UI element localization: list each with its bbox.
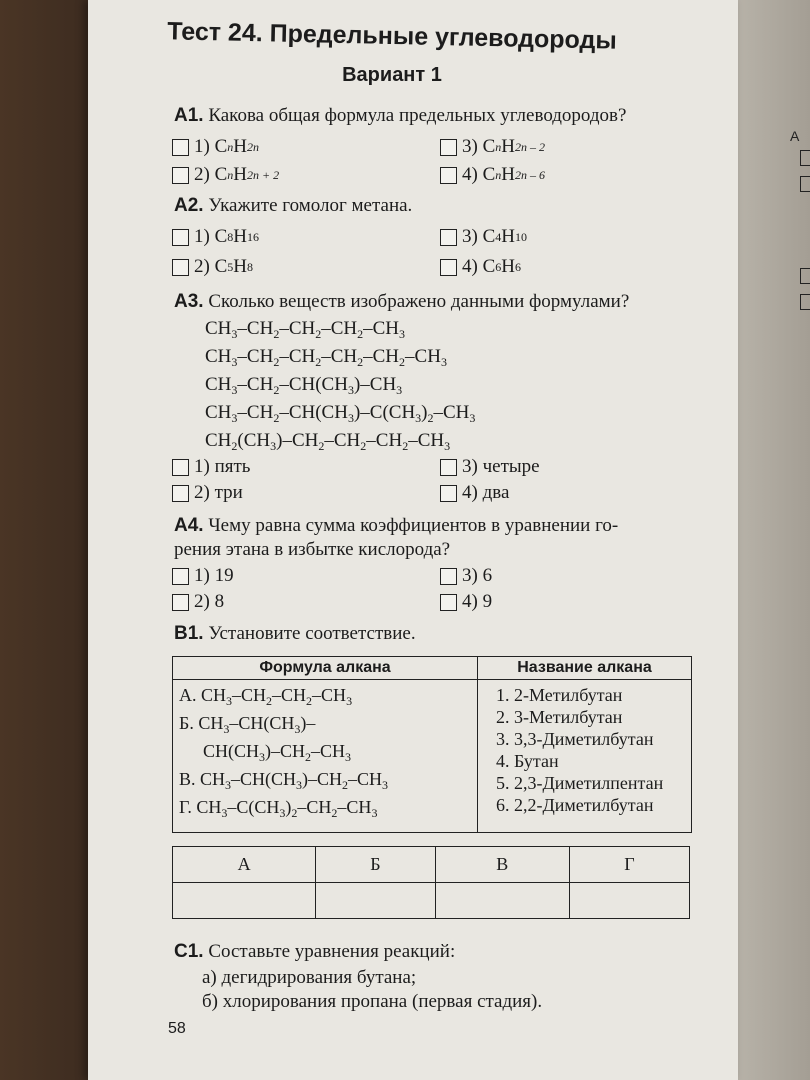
question-a2 [174,194,694,218]
formula-2: $CH_3-CH_2-CH_2-CH_2-CH_2-CH_3$ [205,346,447,369]
checkbox[interactable] [440,229,457,246]
checkbox[interactable] [172,568,189,585]
question-text: Какова общая формула предельных углеводородов? [208,105,627,126]
formula-3: $CH_3-CH_2-CH(CH_3)-CH_3$ [205,374,403,397]
adjacent-page-checkbox [800,268,810,284]
name-list [478,680,692,833]
checkbox[interactable] [440,259,457,276]
checkbox[interactable] [440,594,457,611]
name-item: 2. 3-Метилбутан [496,707,623,727]
option-a4-1[interactable]: 1) 19 [172,565,234,587]
question-text: Составьте уравнения реакций: [208,941,456,962]
checkbox[interactable] [440,139,457,156]
question-text: Чему равна сумма коэффициентов в уравнении го- [208,515,619,536]
option-a2-1[interactable]: 1) C 8 H 16 [172,226,259,248]
column-header-formula: Формула алкана [173,657,478,680]
question-text: Укажите гомолог метана. [208,195,413,216]
background-left [0,0,90,1080]
answer-cell-b[interactable] [316,883,435,919]
question-text: Сколько веществ изображено данными формулами? [208,291,630,312]
adjacent-page-checkbox [800,150,810,166]
option-a4-3[interactable]: 3) 6 [440,565,492,587]
answer-cell-a[interactable] [173,883,316,919]
option-a3-1[interactable]: 1) пять [172,456,250,478]
question-a4 [174,514,694,562]
formula-5: $CH_2(CH_3)-CH_2-CH_2-CH_2-CH_3$ [205,430,451,453]
checkbox[interactable] [440,485,457,502]
option-a2-4[interactable]: 4) C 6 H 6 [440,256,521,278]
question-text-cont: рения этана в избытке кислорода? [174,539,451,560]
checkbox[interactable] [172,259,189,276]
adjacent-page-checkbox [800,294,810,310]
name-item: 6. 2,2-Диметилбутан [496,795,654,815]
checkbox[interactable] [440,568,457,585]
formula-a: А. $CH_3-CH_2-CH_2-CH_3$ [179,685,353,708]
c1-item-b: б) хлорирования пропана (первая стадия). [202,991,543,1012]
question-number: А3. [174,291,204,312]
option-a1-4[interactable]: 4) C n H 2n – 6 [440,164,545,186]
formula-list [173,680,478,833]
page-number: 58 [168,1020,186,1037]
option-a2-3[interactable]: 3) C 4 H 10 [440,226,527,248]
question-number: А1. [174,105,204,126]
name-item: 1. 2-Метилбутан [496,685,623,705]
adjacent-page [735,0,810,1080]
checkbox[interactable] [172,139,189,156]
adjacent-page-mark: А [790,128,800,144]
answer-header-a: А [173,847,316,883]
question-b1 [174,622,694,646]
question-number: А2. [174,195,204,216]
c1-item-a: а) дегидрирования бутана; [202,967,417,988]
option-a3-3[interactable]: 3) четыре [440,456,540,478]
answer-cell-g[interactable] [569,883,689,919]
answer-table [172,846,690,919]
question-number: В1. [174,623,204,644]
checkbox[interactable] [440,167,457,184]
option-a1-2[interactable]: 2) C n H 2n + 2 [172,164,279,186]
option-a1-3[interactable]: 3) C n H 2n – 2 [440,136,545,158]
name-item: 3. 3,3-Диметилбутан [496,729,654,749]
question-a3 [174,290,694,314]
answer-cell-v[interactable] [435,883,569,919]
formula-g: Г. $CH_3-C(CH_3)_2-CH_2-CH_3$ [179,797,378,820]
question-number: С1. [174,941,204,962]
option-a3-4[interactable]: 4) два [440,482,509,504]
option-a4-2[interactable]: 2) 8 [172,591,224,613]
matching-table [172,656,692,833]
option-a2-2[interactable]: 2) C 5 H 8 [172,256,253,278]
formula-b: Б. $CH_3-CH(CH_3)-$ [179,713,316,736]
formula-4: $CH_3-CH_2-CH(CH_3)-C(CH_3)_2-CH_3$ [205,402,476,425]
variant-heading: Вариант 1 [342,64,442,86]
checkbox[interactable] [172,229,189,246]
name-item: 5. 2,3-Диметилпентан [496,773,664,793]
answer-header-g: Г [569,847,689,883]
option-a4-4[interactable]: 4) 9 [440,591,492,613]
checkbox[interactable] [172,459,189,476]
question-text: Установите соответствие. [208,623,416,644]
option-a1-1[interactable]: 1) C n H 2n [172,136,259,158]
checkbox[interactable] [172,167,189,184]
answer-header-v: В [435,847,569,883]
option-a3-2[interactable]: 2) три [172,482,243,504]
question-a1 [174,104,694,128]
answer-header-b: Б [316,847,435,883]
checkbox[interactable] [440,459,457,476]
question-number: А4. [174,515,204,536]
checkbox[interactable] [172,594,189,611]
name-item: 4. Бутан [496,751,559,771]
formula-1: $CH_3-CH_2-CH_2-CH_2-CH_3$ [205,318,406,341]
page-title: Тест 24. Предельные углеводороды [166,17,618,55]
formula-v: В. $CH_3-CH(CH_3)-CH_2-CH_3$ [179,769,389,792]
column-header-name: Название алкана [478,657,692,680]
question-c1 [174,940,455,964]
adjacent-page-checkbox [800,176,810,192]
formula-b-cont: $CH(CH_3)-CH_2-CH_3$ [203,741,352,764]
checkbox[interactable] [172,485,189,502]
